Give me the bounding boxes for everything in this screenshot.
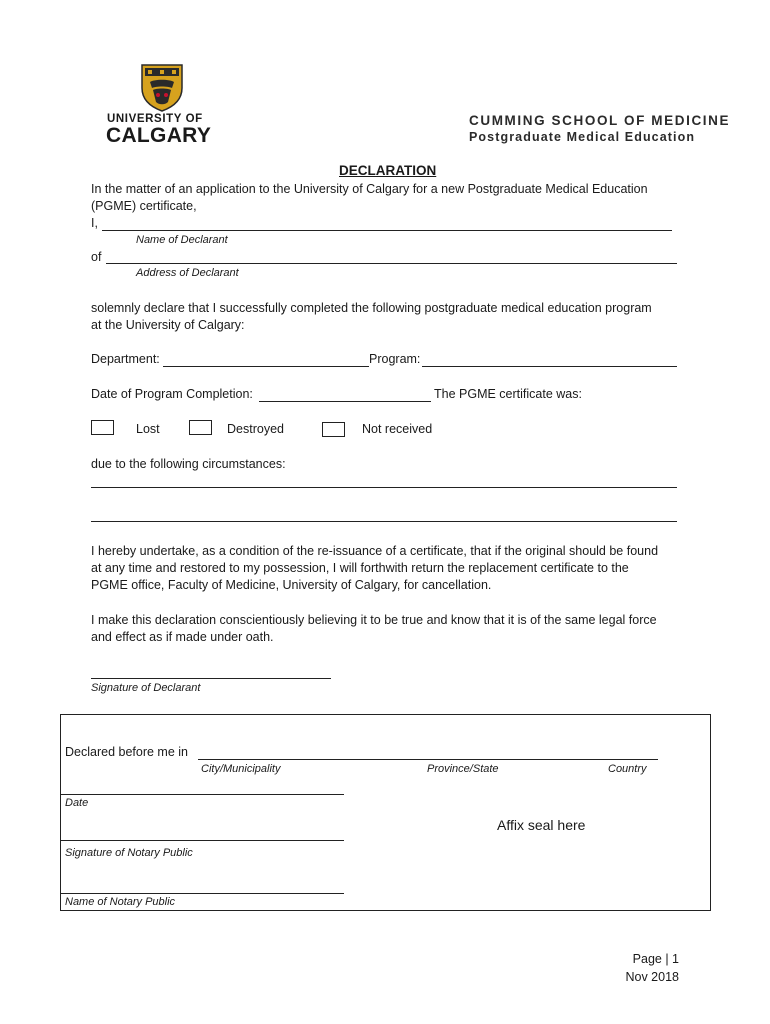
- not-received-label: Not received: [362, 422, 433, 436]
- name-of-declarant-caption: Name of Declarant: [136, 234, 228, 246]
- circumstances-field-1[interactable]: [91, 487, 677, 488]
- certificate-status-label: The PGME certificate was:: [434, 387, 582, 401]
- date-field[interactable]: [61, 794, 344, 795]
- circumstances-label: due to the following circumstances:: [91, 457, 286, 471]
- declaration-text: solemnly declare that I successfully completed the following postgraduate medical education program: [91, 301, 652, 315]
- lost-checkbox[interactable]: [91, 420, 114, 435]
- city-caption: City/Municipality: [201, 763, 281, 775]
- school-name: CUMMING SCHOOL OF MEDICINE: [469, 113, 731, 128]
- undertaking-text: I hereby undertake, as a condition of the re-issuance of a certificate, that if the original should be found: [91, 544, 659, 558]
- notary-name-caption: Name of Notary Public: [65, 896, 176, 908]
- of-label: of: [91, 250, 102, 264]
- notary-name-field[interactable]: [61, 893, 344, 894]
- date-caption: Date: [65, 797, 89, 809]
- circumstances-field-2[interactable]: [91, 521, 677, 522]
- address-of-declarant-field[interactable]: [106, 263, 677, 264]
- university-name-line2: CALGARY: [106, 124, 212, 147]
- lost-label: Lost: [136, 422, 160, 436]
- conscience-text: I make this declaration conscientiously believing it to be true and know that it is of the same legal force: [91, 613, 657, 627]
- program-field[interactable]: [422, 366, 677, 367]
- destroyed-checkbox[interactable]: [189, 420, 212, 435]
- declared-location-field[interactable]: [198, 759, 658, 760]
- destroyed-label: Destroyed: [227, 422, 284, 436]
- name-of-declarant-field[interactable]: [102, 230, 672, 231]
- declarant-signature-caption: Signature of Declarant: [91, 682, 201, 694]
- department-label: Department:: [91, 352, 160, 366]
- completion-date-field[interactable]: [259, 401, 431, 402]
- declared-before-label: Declared before me in: [65, 745, 188, 759]
- undertaking-text: at any time and restored to my possession, I will forthwith return the replacement certificate to the: [91, 561, 629, 575]
- department-field[interactable]: [163, 366, 369, 367]
- university-crest-logo: [140, 62, 184, 112]
- university-name-line1: UNIVERSITY OF: [107, 113, 203, 125]
- country-caption: Country: [608, 763, 647, 775]
- conscience-text: and effect as if made under oath.: [91, 630, 274, 644]
- page-title: DECLARATION: [339, 163, 437, 178]
- notary-signature-caption: Signature of Notary Public: [65, 847, 193, 859]
- revision-date: Nov 2018: [625, 970, 679, 984]
- page-number: Page | 1: [632, 952, 679, 966]
- notary-signature-field[interactable]: [61, 840, 344, 841]
- program-label: Program:: [369, 352, 421, 366]
- seal-area-label: Affix seal here: [497, 817, 586, 833]
- undertaking-text: PGME office, Faculty of Medicine, University of Calgary, for cancellation.: [91, 578, 492, 592]
- intro-text: In the matter of an application to the University of Calgary for a new Postgraduate Medical Education: [91, 182, 648, 196]
- declaration-text: at the University of Calgary:: [91, 318, 245, 332]
- address-of-declarant-caption: Address of Declarant: [136, 267, 239, 279]
- declarant-signature-field[interactable]: [91, 678, 331, 679]
- completion-date-label: Date of Program Completion:: [91, 387, 253, 401]
- not-received-checkbox[interactable]: [322, 422, 345, 437]
- province-caption: Province/State: [427, 763, 499, 775]
- department-name: Postgraduate Medical Education: [469, 130, 696, 144]
- i-label: I,: [91, 216, 98, 230]
- intro-text: (PGME) certificate,: [91, 199, 197, 213]
